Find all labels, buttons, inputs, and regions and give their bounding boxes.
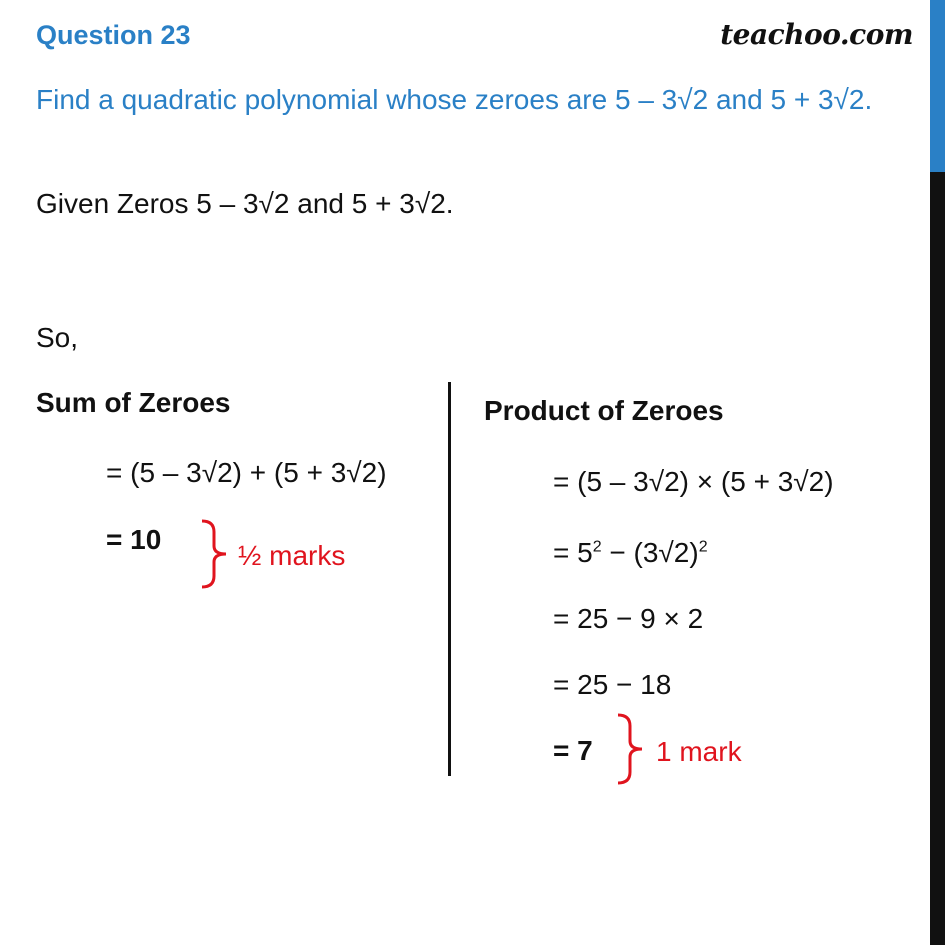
teachoo-logo: teachoo.com xyxy=(720,18,913,51)
sum-result: = 10 xyxy=(106,524,162,555)
question-number: Question 23 xyxy=(36,20,191,50)
product-step-squares-exp1: 2 xyxy=(592,538,602,556)
product-step-squares-base: = 5 xyxy=(553,537,593,568)
product-brace-icon xyxy=(614,712,654,786)
product-expression: = (5 – 3√2) × (5 + 3√2) xyxy=(553,466,834,497)
product-step-multiply: = 25 − 9 × 2 xyxy=(553,603,704,634)
column-divider xyxy=(448,382,451,776)
product-step-squares-exp2: 2 xyxy=(698,538,708,556)
sum-marks-label: ½ marks xyxy=(238,540,346,571)
product-step-squares xyxy=(553,537,708,569)
question-text: Find a quadratic polynomial whose zeroes are 5 – 3√2 and 5 + 3√2. xyxy=(36,84,873,115)
so-text: So, xyxy=(36,322,79,353)
scrollbar-thumb[interactable] xyxy=(930,0,945,172)
product-marks-label: 1 mark xyxy=(656,736,742,767)
product-step-subtract: = 25 − 18 xyxy=(553,669,672,700)
sum-heading: Sum of Zeroes xyxy=(36,387,231,418)
product-heading: Product of Zeroes xyxy=(484,395,724,426)
product-step-squares-mid: − (3√2) xyxy=(601,537,699,568)
given-zeros-text: Given Zeros 5 – 3√2 and 5 + 3√2. xyxy=(36,188,454,219)
product-result: = 7 xyxy=(553,735,593,766)
sum-brace-icon xyxy=(198,518,238,590)
sum-expression: = (5 – 3√2) + (5 + 3√2) xyxy=(106,457,387,488)
